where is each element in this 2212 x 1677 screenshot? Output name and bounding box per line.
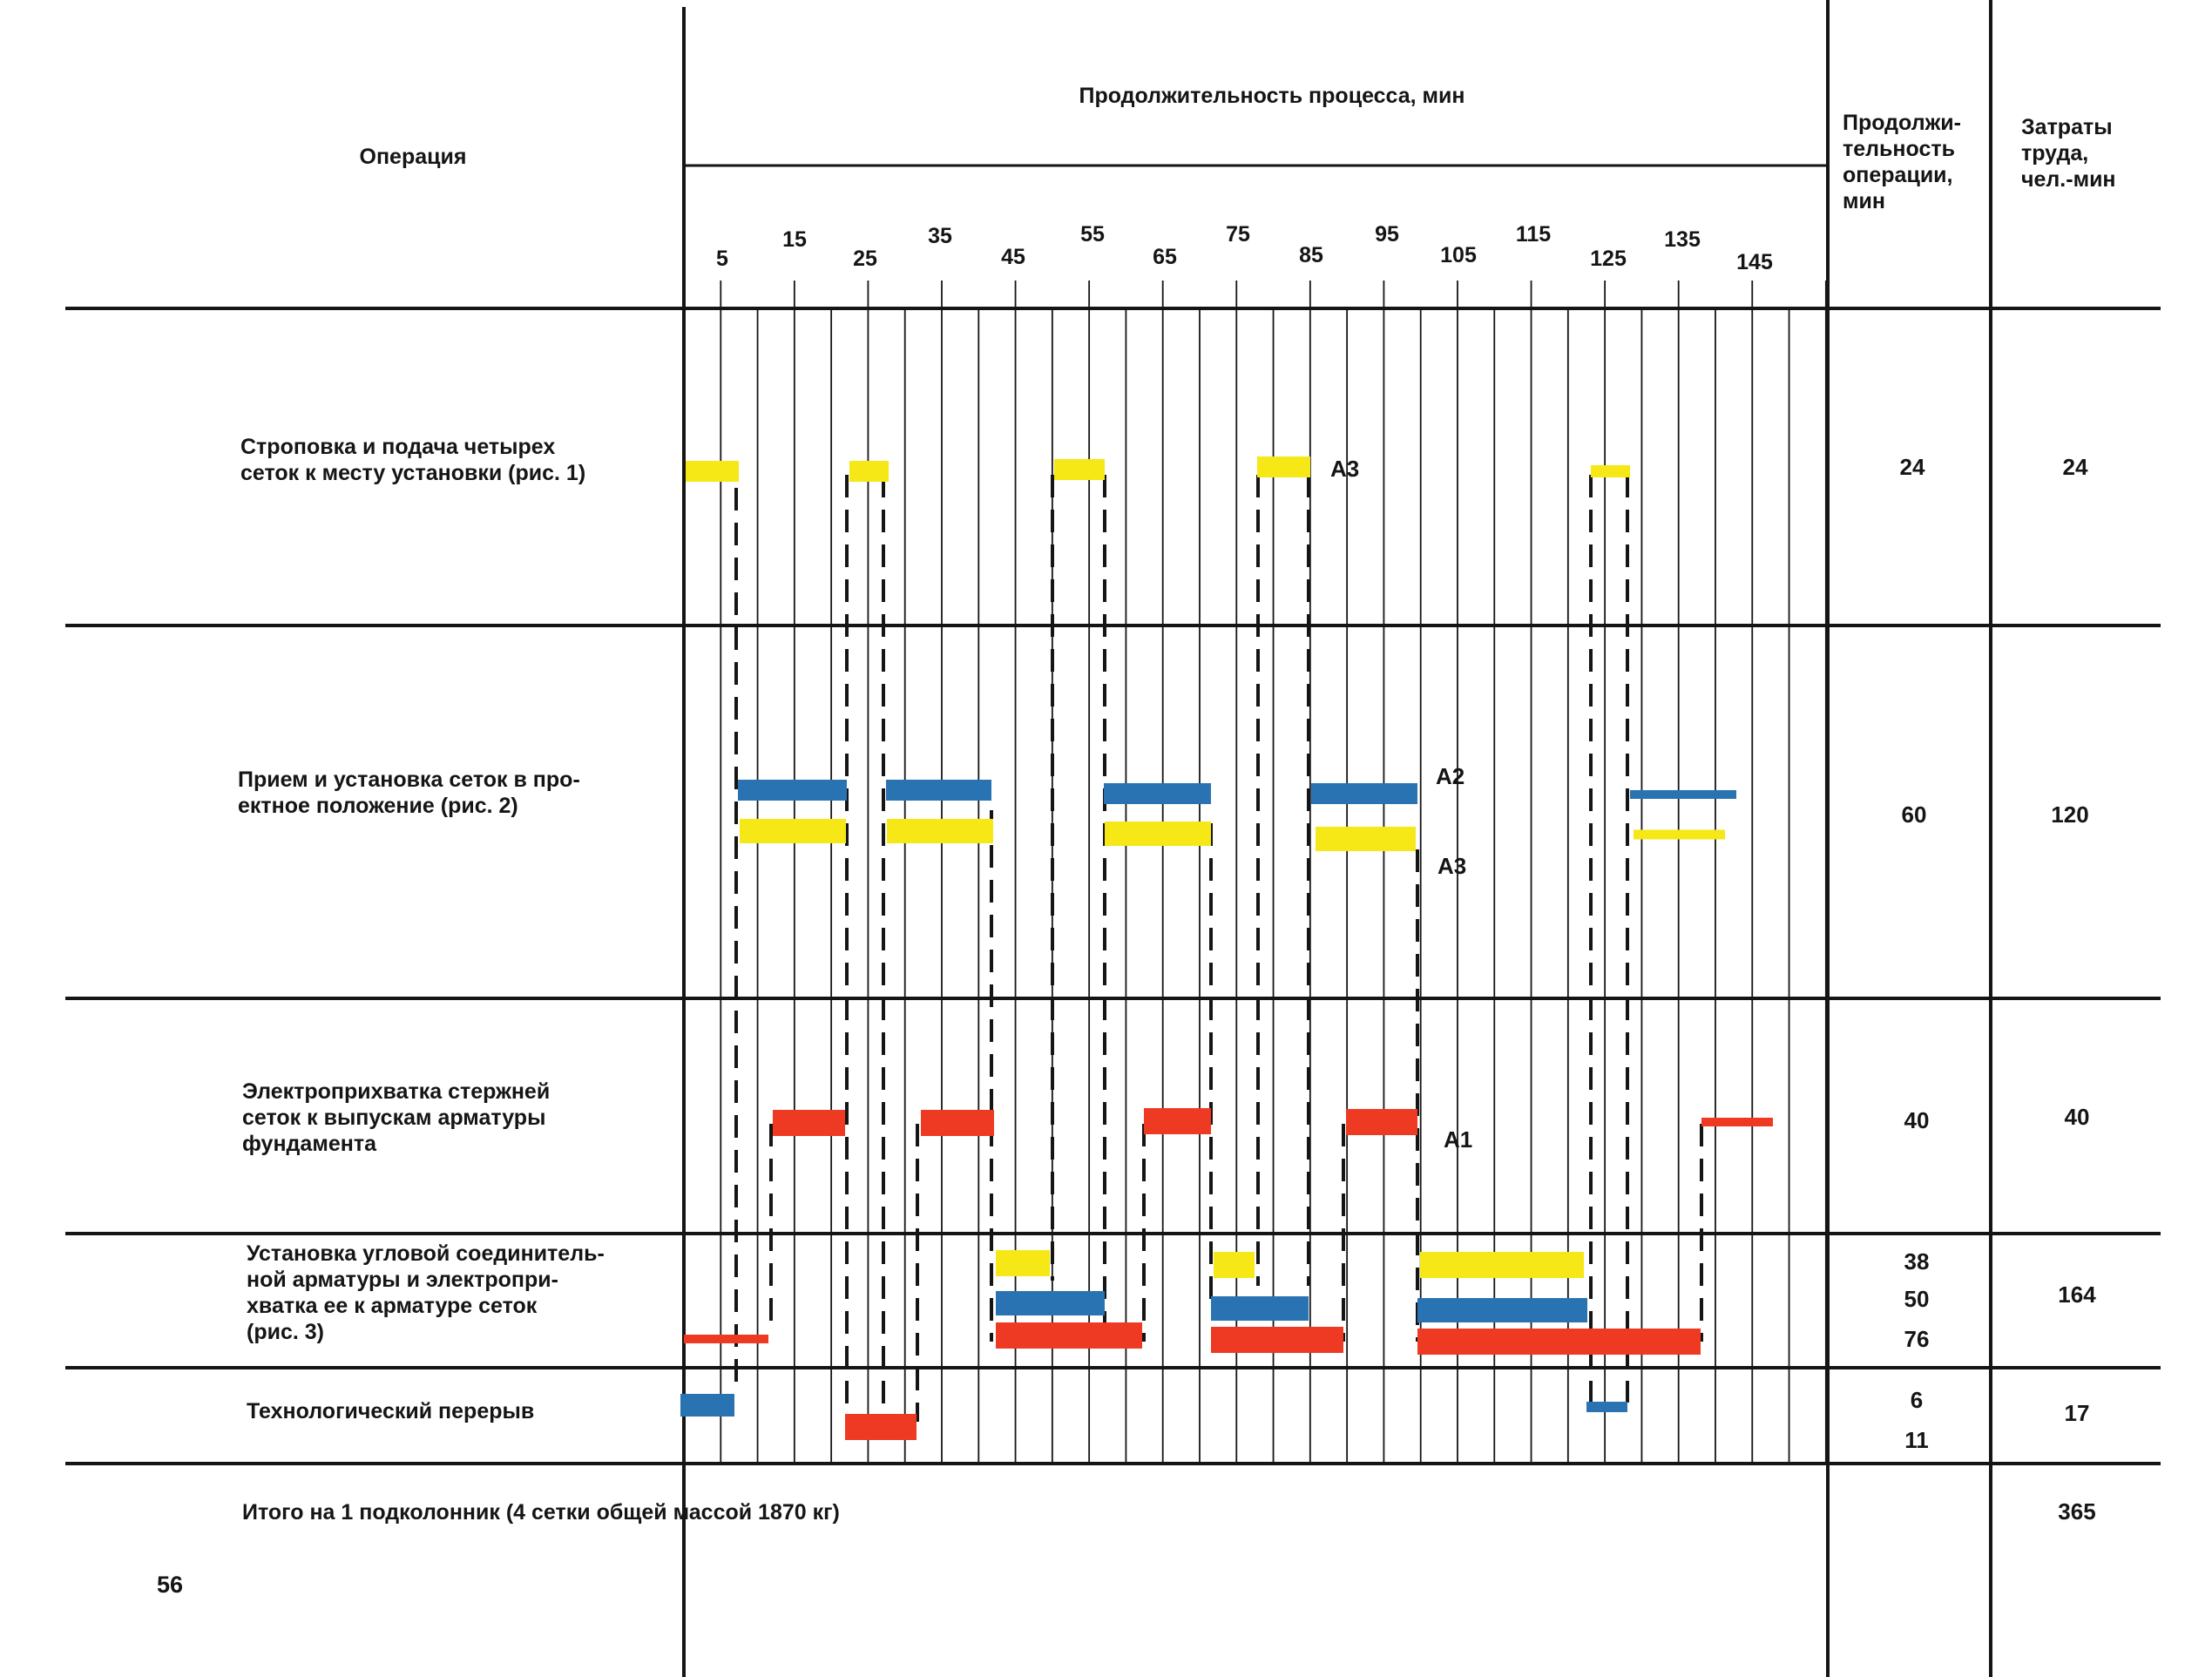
header-operation: Операция	[359, 145, 467, 169]
svg-text:мин: мин	[1843, 189, 1885, 213]
svg-text:(рис. 3): (рис. 3)	[247, 1320, 324, 1344]
tick-label: 35	[928, 224, 952, 248]
svg-text:фундамента: фундамента	[242, 1132, 376, 1156]
page-number: 56	[157, 1572, 184, 1598]
svg-text:ной арматуры и электропри-: ной арматуры и электропри-	[247, 1268, 558, 1292]
duration-value: 40	[1904, 1107, 1930, 1133]
tick-label: 65	[1153, 245, 1177, 269]
header-labor-cost	[2021, 115, 2116, 192]
labor-value: 120	[2051, 801, 2089, 828]
tick-label: 105	[1440, 243, 1477, 267]
labor-value: 17	[2064, 1400, 2090, 1426]
labor-value: 24	[2062, 454, 2088, 480]
process-bars	[680, 467, 1773, 1427]
svg-text:Установка угловой соединитель-: Установка угловой соединитель-	[247, 1241, 605, 1266]
tick-label: 45	[1001, 245, 1025, 269]
svg-text:тельность: тельность	[1843, 137, 1955, 161]
row-label-4	[247, 1241, 605, 1344]
svg-text:Электроприхватка стержней: Электроприхватка стержней	[242, 1079, 551, 1104]
tick-label: 75	[1226, 222, 1250, 247]
worker-tag-a2: А2	[1436, 763, 1465, 789]
svg-text:труда,: труда,	[2021, 141, 2089, 166]
tick-label: 115	[1515, 222, 1552, 247]
duration-value: 6	[1910, 1387, 1924, 1413]
svg-text:Продолжи-: Продолжи-	[1843, 111, 1961, 135]
svg-text:Строповка и подача четырех: Строповка и подача четырех	[240, 435, 556, 459]
duration-value: 38	[1904, 1248, 1930, 1275]
duration-value: 60	[1901, 801, 1927, 828]
svg-text:Технологический перерыв: Технологический перерыв	[247, 1399, 535, 1423]
row-label-5	[247, 1399, 534, 1423]
tick-label: 55	[1080, 222, 1105, 247]
svg-text:ектное положение (рис. 2): ектное положение (рис. 2)	[238, 794, 518, 818]
svg-text:сеток к месту установки (рис.: сеток к месту установки (рис. 1)	[240, 461, 586, 485]
tick-label: 25	[853, 247, 877, 271]
tick-label: 135	[1664, 227, 1701, 252]
row-label-1	[240, 435, 585, 485]
tick-label: 95	[1375, 222, 1399, 247]
svg-text:чел.-мин: чел.-мин	[2021, 167, 2116, 192]
labor-value: 164	[2058, 1281, 2096, 1308]
tick-label: 5	[716, 247, 728, 271]
svg-text:Прием и установка сеток в про-: Прием и установка сеток в про-	[238, 767, 580, 792]
dependency-links	[736, 475, 1701, 1422]
duration-value: 76	[1904, 1326, 1930, 1352]
duration-value: 11	[1904, 1427, 1929, 1453]
header-process-duration: Продолжительность процесса, мин	[1079, 84, 1465, 108]
svg-text:операции,: операции,	[1843, 163, 1953, 187]
tick-labels	[716, 222, 1773, 274]
operation-durations	[1900, 454, 1930, 1453]
svg-text:хватка ее к арматуре сеток: хватка ее к арматуре сеток	[247, 1294, 538, 1318]
worker-tag-a1: А1	[1444, 1126, 1473, 1153]
labor-value: 40	[2064, 1104, 2090, 1130]
svg-text:Затраты: Затраты	[2021, 115, 2113, 139]
svg-text:сеток к выпускам арматуры: сеток к выпускам арматуры	[242, 1106, 546, 1130]
worker-tag-a3: А3	[1330, 456, 1360, 482]
worker-tag-a3: А3	[1437, 853, 1467, 879]
duration-value: 24	[1899, 454, 1925, 480]
labor-costs	[2051, 454, 2096, 1525]
total-label: Итого на 1 подколонник (4 сетки общей массой 1870 кг)	[242, 1500, 840, 1525]
duration-value: 50	[1904, 1286, 1930, 1312]
tick-label: 85	[1299, 243, 1323, 267]
row-label-3	[242, 1079, 550, 1156]
total-labor-value: 365	[2058, 1498, 2096, 1525]
tick-label: 15	[782, 227, 807, 252]
tick-label: 125	[1590, 247, 1627, 271]
tick-label: 145	[1736, 250, 1773, 274]
header-operation-duration	[1843, 111, 1961, 213]
row-label-2	[238, 767, 580, 818]
